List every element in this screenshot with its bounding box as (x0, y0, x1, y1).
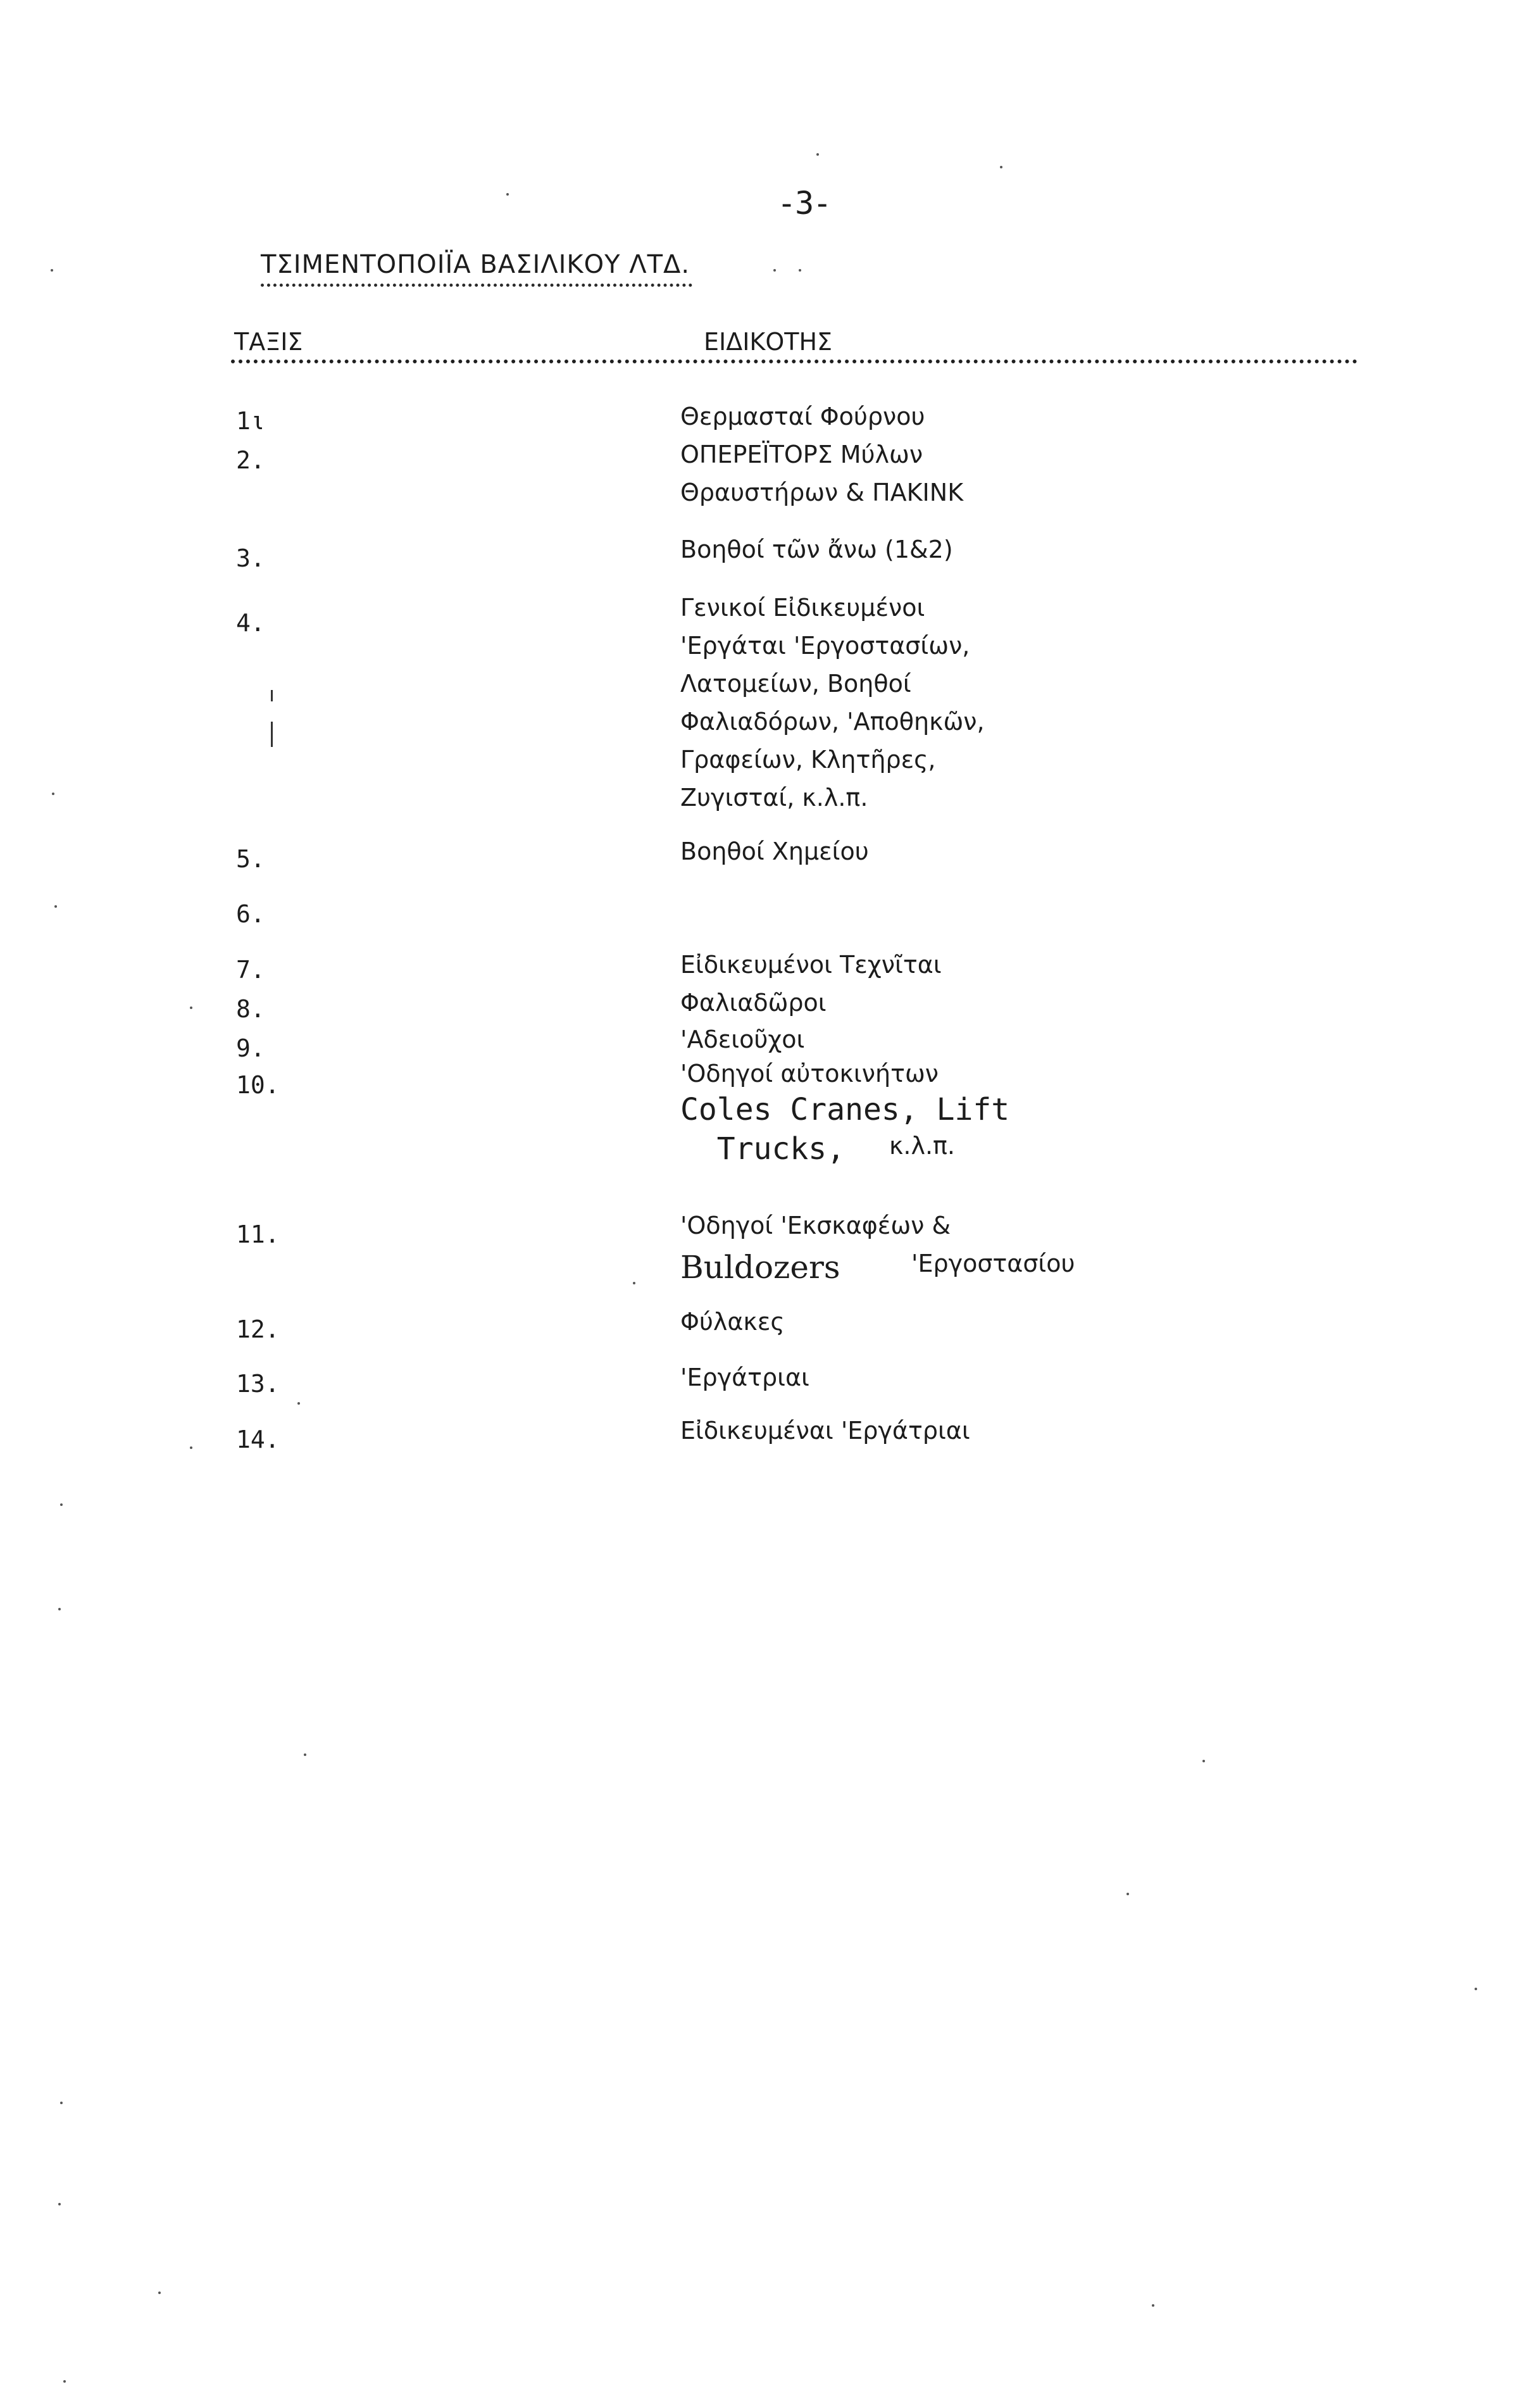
description-line: Θραυστήρων & ΠΑΚΙΝΚ (680, 479, 964, 506)
row-description-latin (680, 1090, 1009, 1169)
scan-speck (816, 153, 819, 156)
description-line: Λατομείων, Βοηθοί (680, 670, 911, 698)
scan-speck (190, 1006, 192, 1009)
row-description (680, 530, 953, 568)
row-tag: 14. (236, 1426, 280, 1453)
scan-speck (190, 1446, 192, 1449)
description-line: Εἰδικευμέναι 'Εργάτριαι (680, 1417, 970, 1445)
scan-speck (60, 2102, 63, 2104)
row-description-suffix (889, 1127, 955, 1165)
row-tag: 6. (236, 900, 265, 928)
scan-speck (1000, 166, 1002, 168)
row-description (680, 589, 985, 817)
description-line: Φαλιαδῶροι (680, 989, 827, 1017)
description-line: Βοηθοί τῶν ἄνω (1&2) (680, 536, 953, 563)
description-line: Βοηθοί Χημείου (680, 837, 869, 865)
row-description (680, 1207, 951, 1245)
row-description (680, 1358, 809, 1396)
scan-speck (58, 2203, 61, 2205)
description-line: Coles Cranes, Lift (680, 1092, 1010, 1127)
description-line: Γενικοί Εἰδικευμένοι (680, 594, 925, 622)
margin-mark (271, 690, 273, 701)
column-header-class: ΤΑΞΙΣ (234, 328, 303, 356)
row-tag: 5. (236, 845, 265, 873)
description-line: Γραφείων, Κλητῆρες, (680, 746, 936, 774)
scan-speck (1152, 2304, 1154, 2307)
row-description (680, 946, 942, 984)
row-tag: 11. (236, 1220, 280, 1248)
description-line: 'Οδηγοί αὐτοκινήτων (680, 1060, 939, 1088)
row-tag: 10. (236, 1071, 280, 1099)
description-line: Trucks, (680, 1131, 846, 1167)
scan-speck (158, 2292, 161, 2294)
description-line: Buldozers (680, 1249, 840, 1286)
scan-speck (52, 793, 54, 795)
scan-speck (58, 1608, 61, 1610)
description-line: 'Εργοστασίου (911, 1250, 1075, 1277)
description-line: Εἰδικευμένοι Τεχνῖται (680, 951, 942, 979)
company-heading: ΤΣΙΜΕΝΤΟΠΟΙΪΑ ΒΑΣΙΛΙΚΟΥ ΛΤΔ. (261, 250, 690, 279)
scan-speck (633, 1282, 635, 1284)
row-tag: 8. (236, 995, 265, 1023)
row-description (680, 984, 827, 1022)
description-line: ΟΠΕΡΕΪΤΟΡΣ Μύλων (680, 441, 923, 468)
scan-speck (799, 269, 801, 272)
row-tag: 9. (236, 1034, 265, 1062)
scan-speck (773, 269, 776, 272)
row-tag: 1ι (236, 407, 265, 435)
scan-speck (1202, 1760, 1205, 1762)
row-description (680, 1303, 785, 1341)
scan-speck (506, 193, 509, 196)
page-number: -3- (777, 185, 831, 222)
company-underline (261, 284, 692, 287)
row-tag: 2. (236, 446, 265, 474)
row-tag: 3. (236, 544, 265, 572)
scan-speck (1475, 1988, 1477, 1990)
row-description (680, 1412, 970, 1450)
description-line: κ.λ.π. (889, 1132, 955, 1160)
row-description-latin (680, 1248, 840, 1286)
row-description (680, 398, 925, 436)
description-line: Ζυγισταί, κ.λ.π. (680, 784, 868, 812)
margin-mark (271, 722, 273, 747)
row-description (680, 1055, 939, 1093)
description-line: Φύλακες (680, 1308, 785, 1336)
row-description (680, 1020, 804, 1058)
description-line: 'Εργάται 'Εργοστασίων, (680, 632, 970, 660)
row-tag: 7. (236, 956, 265, 984)
row-tag: 13. (236, 1370, 280, 1398)
row-tag: 12. (236, 1315, 280, 1343)
column-header-specialty: ΕΙΔΙΚΟΤΗΣ (704, 328, 833, 356)
row-description-suffix (911, 1245, 1075, 1282)
scan-speck (1126, 1893, 1129, 1895)
row-description (680, 832, 869, 870)
row-tag: 4. (236, 609, 265, 637)
scan-speck (54, 905, 57, 908)
row-description (680, 436, 963, 511)
description-line: 'Εργάτριαι (680, 1364, 809, 1391)
description-line: 'Οδηγοί 'Εκσκαφέων & (680, 1212, 951, 1239)
header-rule (231, 360, 1357, 363)
scan-speck (51, 269, 53, 272)
scan-speck (297, 1402, 300, 1405)
description-line: 'Αδειοῦχοι (680, 1025, 805, 1053)
scan-speck (63, 2380, 66, 2383)
scan-speck (304, 1753, 306, 1756)
description-line: Θερμασταί Φούρνου (680, 403, 925, 430)
description-line: Φαλιαδόρων, 'Αποθηκῶν, (680, 708, 985, 736)
scan-speck (60, 1503, 63, 1506)
